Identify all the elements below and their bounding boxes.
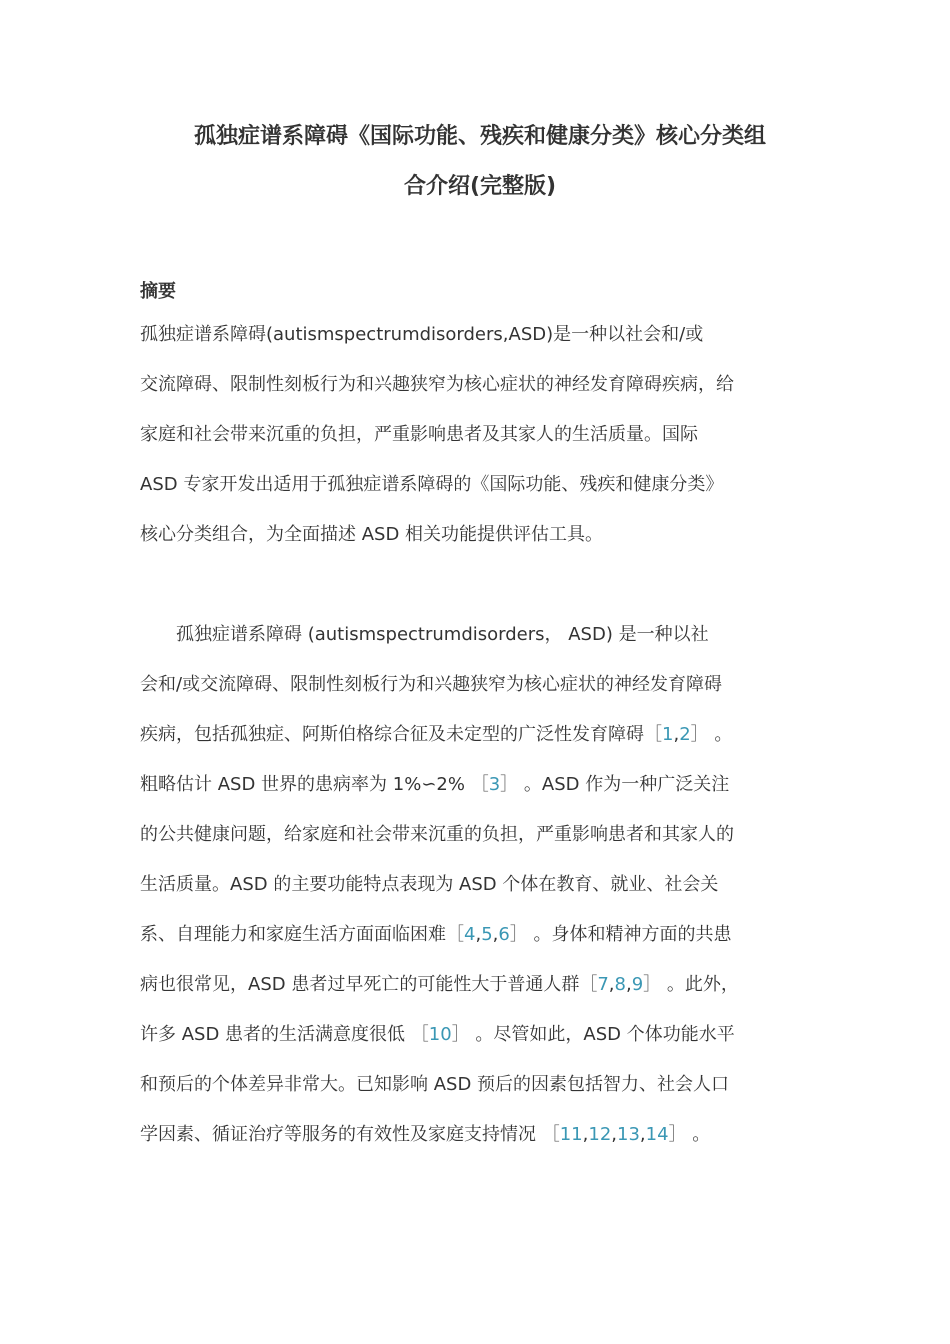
abstract-line: 孤独症谱系障碍(autismspectrumdisorders,ASD)是一种以社会和/或 bbox=[140, 324, 704, 345]
abstract-line: 核心分类组合，为全面描述 ASD 相关功能提供评估工具。 bbox=[140, 524, 604, 545]
title-line-1: 孤独症谱系障碍《国际功能、残疾和健康分类》核心分类组 bbox=[193, 124, 766, 149]
body-line: 病也很常见，ASD 患者过早死亡的可能性大于普通人群［7,8,9］ 。此外， bbox=[140, 974, 739, 995]
body-paragraph bbox=[140, 610, 830, 1160]
body-line: 和预后的个体差异非常大。已知影响 ASD 预后的因素包括智力、社会人口 bbox=[140, 1074, 730, 1095]
abstract-line: ASD 专家开发出适用于孤独症谱系障碍的《国际功能、残疾和健康分类》 bbox=[140, 474, 724, 495]
title-line-2: 合介绍(完整版) bbox=[403, 174, 557, 199]
citation-link[interactable]: 12 bbox=[588, 1124, 612, 1145]
citation-link[interactable]: 1 bbox=[662, 724, 674, 745]
body-line: 孤独症谱系障碍 (autismspectrumdisorders， ASD) 是一种以社 bbox=[176, 624, 709, 645]
citation-link[interactable]: 13 bbox=[617, 1124, 640, 1145]
citation-link[interactable]: 3 bbox=[488, 774, 501, 795]
abstract-line: 交流障碍、限制性刻板行为和兴趣狭窄为核心症状的神经发育障碍疾病，给 bbox=[140, 374, 734, 395]
citation-link[interactable]: 5 bbox=[481, 924, 493, 945]
citation-link[interactable]: 7 bbox=[597, 974, 609, 995]
body-line: 会和/或交流障碍、限制性刻板行为和兴趣狭窄为核心症状的神经发育障碍 bbox=[140, 674, 723, 695]
body-line: 粗略估计 ASD 世界的患病率为 1%∽2% ［3］ 。ASD 作为一种广泛关注 bbox=[140, 774, 730, 795]
abstract-heading: 摘要 bbox=[140, 281, 176, 302]
citation-link[interactable]: 4 bbox=[464, 924, 476, 945]
body-line: 许多 ASD 患者的生活满意度很低 ［10］ 。尽管如此，ASD 个体功能水平 bbox=[140, 1024, 735, 1045]
body-line: 的公共健康问题，给家庭和社会带来沉重的负担，严重影响患者和其家人的 bbox=[140, 824, 734, 845]
body-line: 疾病，包括孤独症、阿斯伯格综合征及未定型的广泛性发育障碍［1,2］ 。 bbox=[140, 724, 733, 745]
citation-link[interactable]: 10 bbox=[428, 1024, 452, 1045]
citation-link[interactable]: 9 bbox=[631, 974, 644, 995]
citation-link[interactable]: 8 bbox=[614, 974, 626, 995]
abstract-body bbox=[140, 310, 820, 560]
citation-link[interactable]: 6 bbox=[498, 924, 510, 945]
abstract-line: 家庭和社会带来沉重的负担，严重影响患者及其家人的生活质量。国际 bbox=[140, 424, 698, 445]
citation-link[interactable]: 14 bbox=[645, 1124, 669, 1145]
citation-link[interactable]: 2 bbox=[679, 724, 691, 745]
body-line: 学因素、循证治疗等服务的有效性及家庭支持情况 ［11,12,13,14］ 。 bbox=[140, 1124, 711, 1145]
citation-link[interactable]: 11 bbox=[559, 1124, 583, 1145]
body-line: 生活质量。ASD 的主要功能特点表现为 ASD 个体在教育、就业、社会关 bbox=[140, 874, 719, 895]
document-title bbox=[140, 112, 820, 212]
body-line: 系、自理能力和家庭生活方面面临困难［4,5,6］ 。身体和精神方面的共患 bbox=[140, 924, 732, 945]
